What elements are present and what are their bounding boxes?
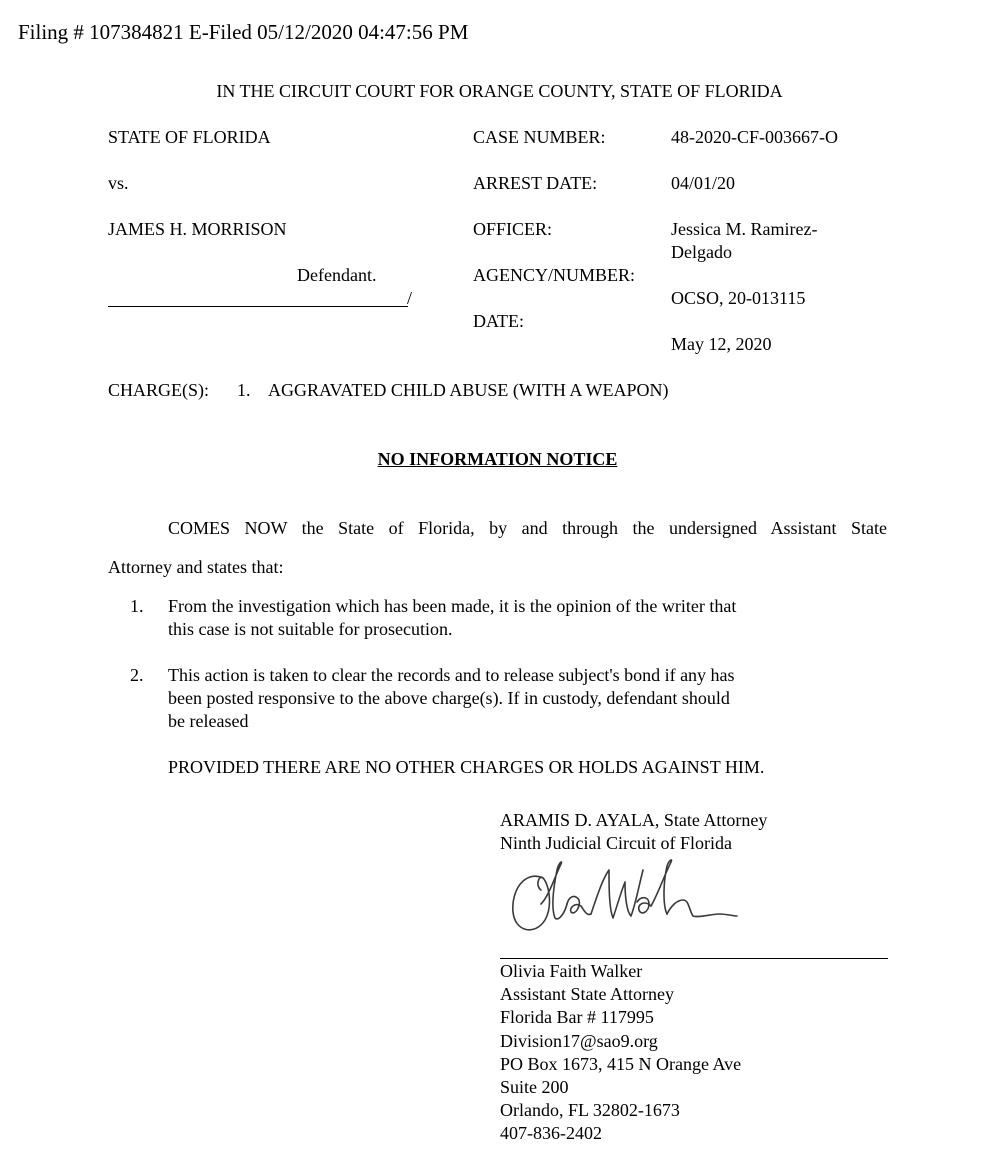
address-line-1: PO Box 1673, 415 N Orange Ave [500,1053,742,1074]
city-state-zip: Orlando, FL 32802-1673 [500,1100,680,1121]
officer-label: OFFICER: [473,219,553,239]
item-2-line-3: be released [168,711,249,731]
agency-label: AGENCY/NUMBER: [473,265,636,285]
item-1-line-2: this case is not suitable for prosecution. [168,619,453,639]
bar-number: Florida Bar # 117995 [500,1007,654,1028]
defendant-name: JAMES H. MORRISON [108,219,287,239]
address-line-2: Suite 200 [500,1077,569,1098]
officer-value-line1: Jessica M. Ramirez- [671,219,818,239]
agency-number-value: OCSO, 20-013115 [671,288,806,308]
charge-text: AGGRAVATED CHILD ABUSE (WITH A WEAPON) [268,380,669,400]
attorney-title: Assistant State Attorney [500,984,674,1005]
item-1-number: 1. [130,596,144,616]
state-attorney: ARAMIS D. AYALA, State Attorney [500,810,768,830]
phone-number: 407-836-2402 [500,1123,602,1144]
plaintiff-name: STATE OF FLORIDA [108,127,271,147]
intro-line-1: COMES NOW the State of Florida, by and through the undersigned Assistant State [168,518,887,538]
attorney-contact [500,960,741,1146]
caption-rule [108,306,408,307]
charge-number: 1. [237,380,251,400]
caption-slash: / [407,288,413,308]
judicial-circuit: Ninth Judicial Circuit of Florida [500,833,732,853]
attorney-name: Olivia Faith Walker [500,961,643,981]
handwritten-signature [505,856,745,942]
intro-line-2: Attorney and states that: [108,557,284,577]
case-number-value: 48-2020-CF-003667-O [671,127,838,147]
filing-stamp: Filing # 107384821 E-Filed 05/12/2020 04:47:56 PM [18,20,469,44]
case-number-label: CASE NUMBER: [473,127,606,147]
arrest-date-label: ARREST DATE: [473,173,598,193]
signature-line [500,958,888,959]
date-label: DATE: [473,311,524,331]
versus-label: vs. [108,173,129,193]
defendant-label: Defendant. [297,265,377,285]
proviso: PROVIDED THERE ARE NO OTHER CHARGES OR HOLDS AGAINST HIM. [168,757,765,777]
item-2-line-1: This action is taken to clear the records and to release subject's bond if any has [168,665,735,685]
attorney-email: Division17@sao9.org [500,1030,658,1051]
item-1-line-1: From the investigation which has been made, it is the opinion of the writer that [168,596,737,616]
item-2-number: 2. [130,665,144,685]
charges-label: CHARGE(S): [108,380,210,400]
item-2-line-2: been posted responsive to the above charge(s). If in custody, defendant should [168,688,730,708]
notice-title: NO INFORMATION NOTICE [377,449,618,469]
arrest-date-value: 04/01/20 [671,173,736,193]
court-title: IN THE CIRCUIT COURT FOR ORANGE COUNTY, STATE OF FLORIDA [216,81,783,101]
date-value: May 12, 2020 [671,334,772,354]
officer-value-line2: Delgado [671,242,732,262]
